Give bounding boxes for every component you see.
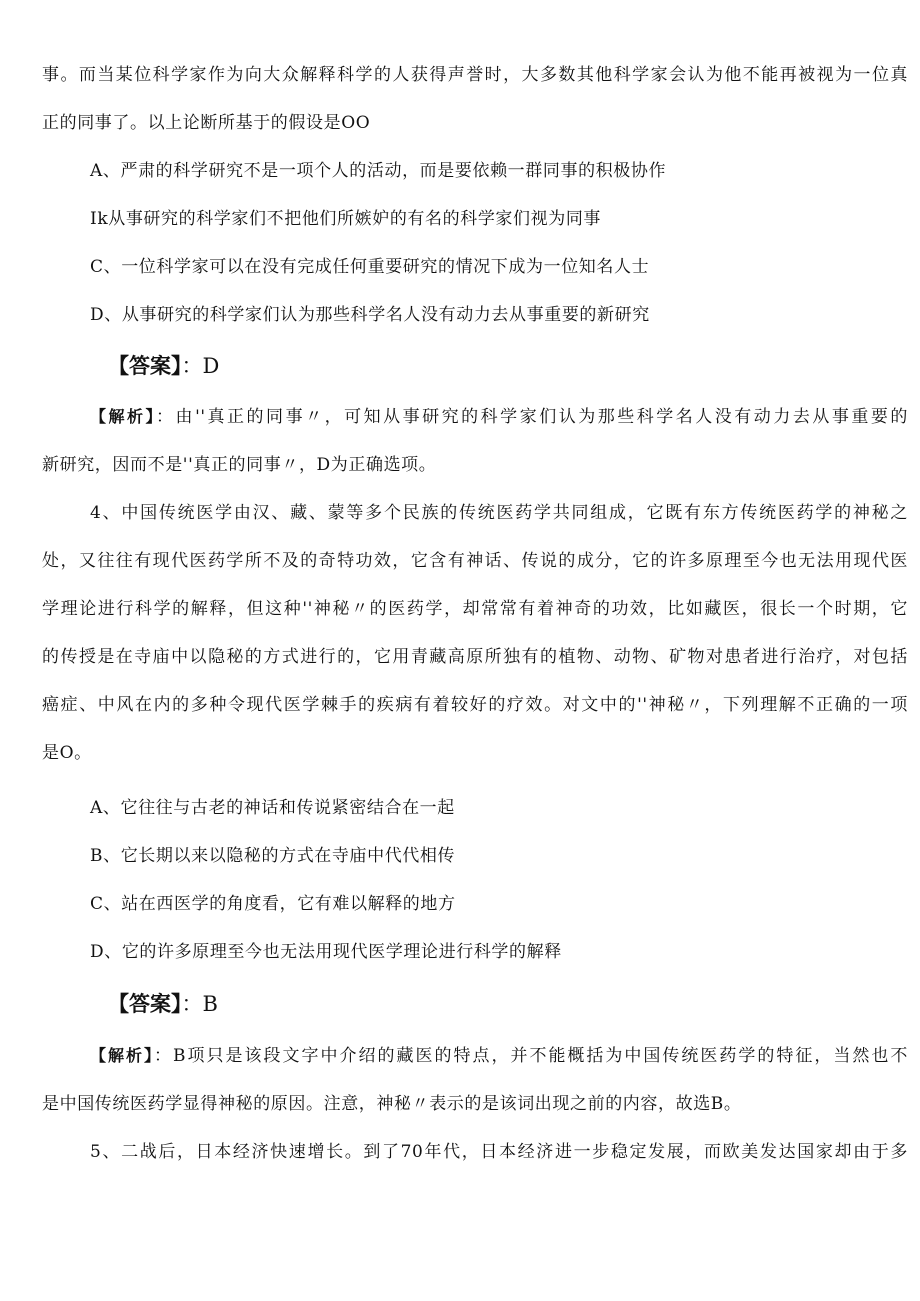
q4-explanation-text: ：B项只是该段文字中介绍的藏医的特点，并不能概括为中国传统医药学的特征，当然也不	[154, 1046, 908, 1066]
q3-option-d: D、从事研究的科学家们认为那些科学名人没有动力去从事重要的新研究	[90, 305, 650, 325]
q4-text-line-5: 癌症、中风在内的多种令现代医学棘手的疾病有着较好的疗效。对文中的''神秘〃，下列理解不正确的一项	[42, 695, 908, 715]
q4-text-line-3: 学理论进行科学的解释，但这种''神秘〃的医药学，却常常有着神奇的功效，比如藏医，很长一个时期，它	[42, 599, 908, 619]
q4-text-line-1: 4、中国传统医学由汉、藏、蒙等多个民族的传统医药学共同组成，它既有东方传统医药学的神秘之	[90, 503, 908, 523]
q3-explanation-text: ：由''真正的同事〃，可知从事研究的科学家们认为那些科学名人没有动力去从事重要的	[156, 407, 908, 427]
q3-answer-value: ：D	[181, 354, 220, 378]
q4-option-a: A、它往往与古老的神话和传说紧密结合在一起	[90, 798, 455, 818]
q3-option-c: C、一位科学家可以在没有完成任何重要研究的情况下成为一位知名人士	[90, 257, 650, 277]
q4-answer	[108, 991, 218, 1017]
q4-answer-value: ：B	[181, 992, 218, 1016]
q4-option-d: D、它的许多原理至今也无法用现代医学理论进行科学的解释	[90, 942, 562, 962]
q3-explanation-line-2: 新研究，因而不是''真正的同事〃，D为正确选项。	[42, 455, 437, 475]
q4-text-line-4: 的传授是在寺庙中以隐秘的方式进行的，它用青藏高原所独有的植物、动物、矿物对患者进行治疗，对包括	[42, 647, 908, 667]
q3-text-line-2: 正的同事了。以上论断所基于的假设是OO	[42, 113, 371, 133]
q3-text-line-1: 事。而当某位科学家作为向大众解释科学的人获得声誉时，大多数其他科学家会认为他不能再被视为一位真	[42, 65, 908, 85]
q4-explanation-line-2: 是中国传统医药学显得神秘的原因。注意，神秘〃表示的是该词出现之前的内容，故选B。	[42, 1094, 742, 1114]
q4-answer-label: 【答案】	[108, 992, 182, 1016]
q3-answer-label: 【答案】	[108, 354, 182, 378]
q3-option-b: Ik从事研究的科学家们不把他们所嫉妒的有名的科学家们视为同事	[90, 209, 602, 229]
q4-explanation-label: 【解析】	[90, 1046, 154, 1065]
q3-explanation-line-1	[90, 406, 908, 428]
q5-text-line-1: 5、二战后，日本经济快速增长。到了70年代，日本经济进一步稳定发展，而欧美发达国家却由于多	[90, 1142, 908, 1162]
q3-explanation-label: 【解析】	[90, 407, 157, 426]
q3-option-a: A、严肃的科学研究不是一项个人的活动，而是要依赖一群同事的积极协作	[90, 161, 667, 181]
q4-text-line-6: 是O。	[42, 743, 92, 763]
q4-option-c: C、站在西医学的角度看，它有难以解释的地方	[90, 894, 456, 914]
q4-option-b: B、它长期以来以隐秘的方式在寺庙中代代相传	[90, 846, 456, 866]
q3-answer	[108, 353, 219, 379]
q4-text-line-2: 处，又往往有现代医药学所不及的奇特功效，它含有神话、传说的成分，它的许多原理至今也无法用现代医	[42, 551, 908, 571]
q4-explanation-line-1	[90, 1045, 908, 1067]
